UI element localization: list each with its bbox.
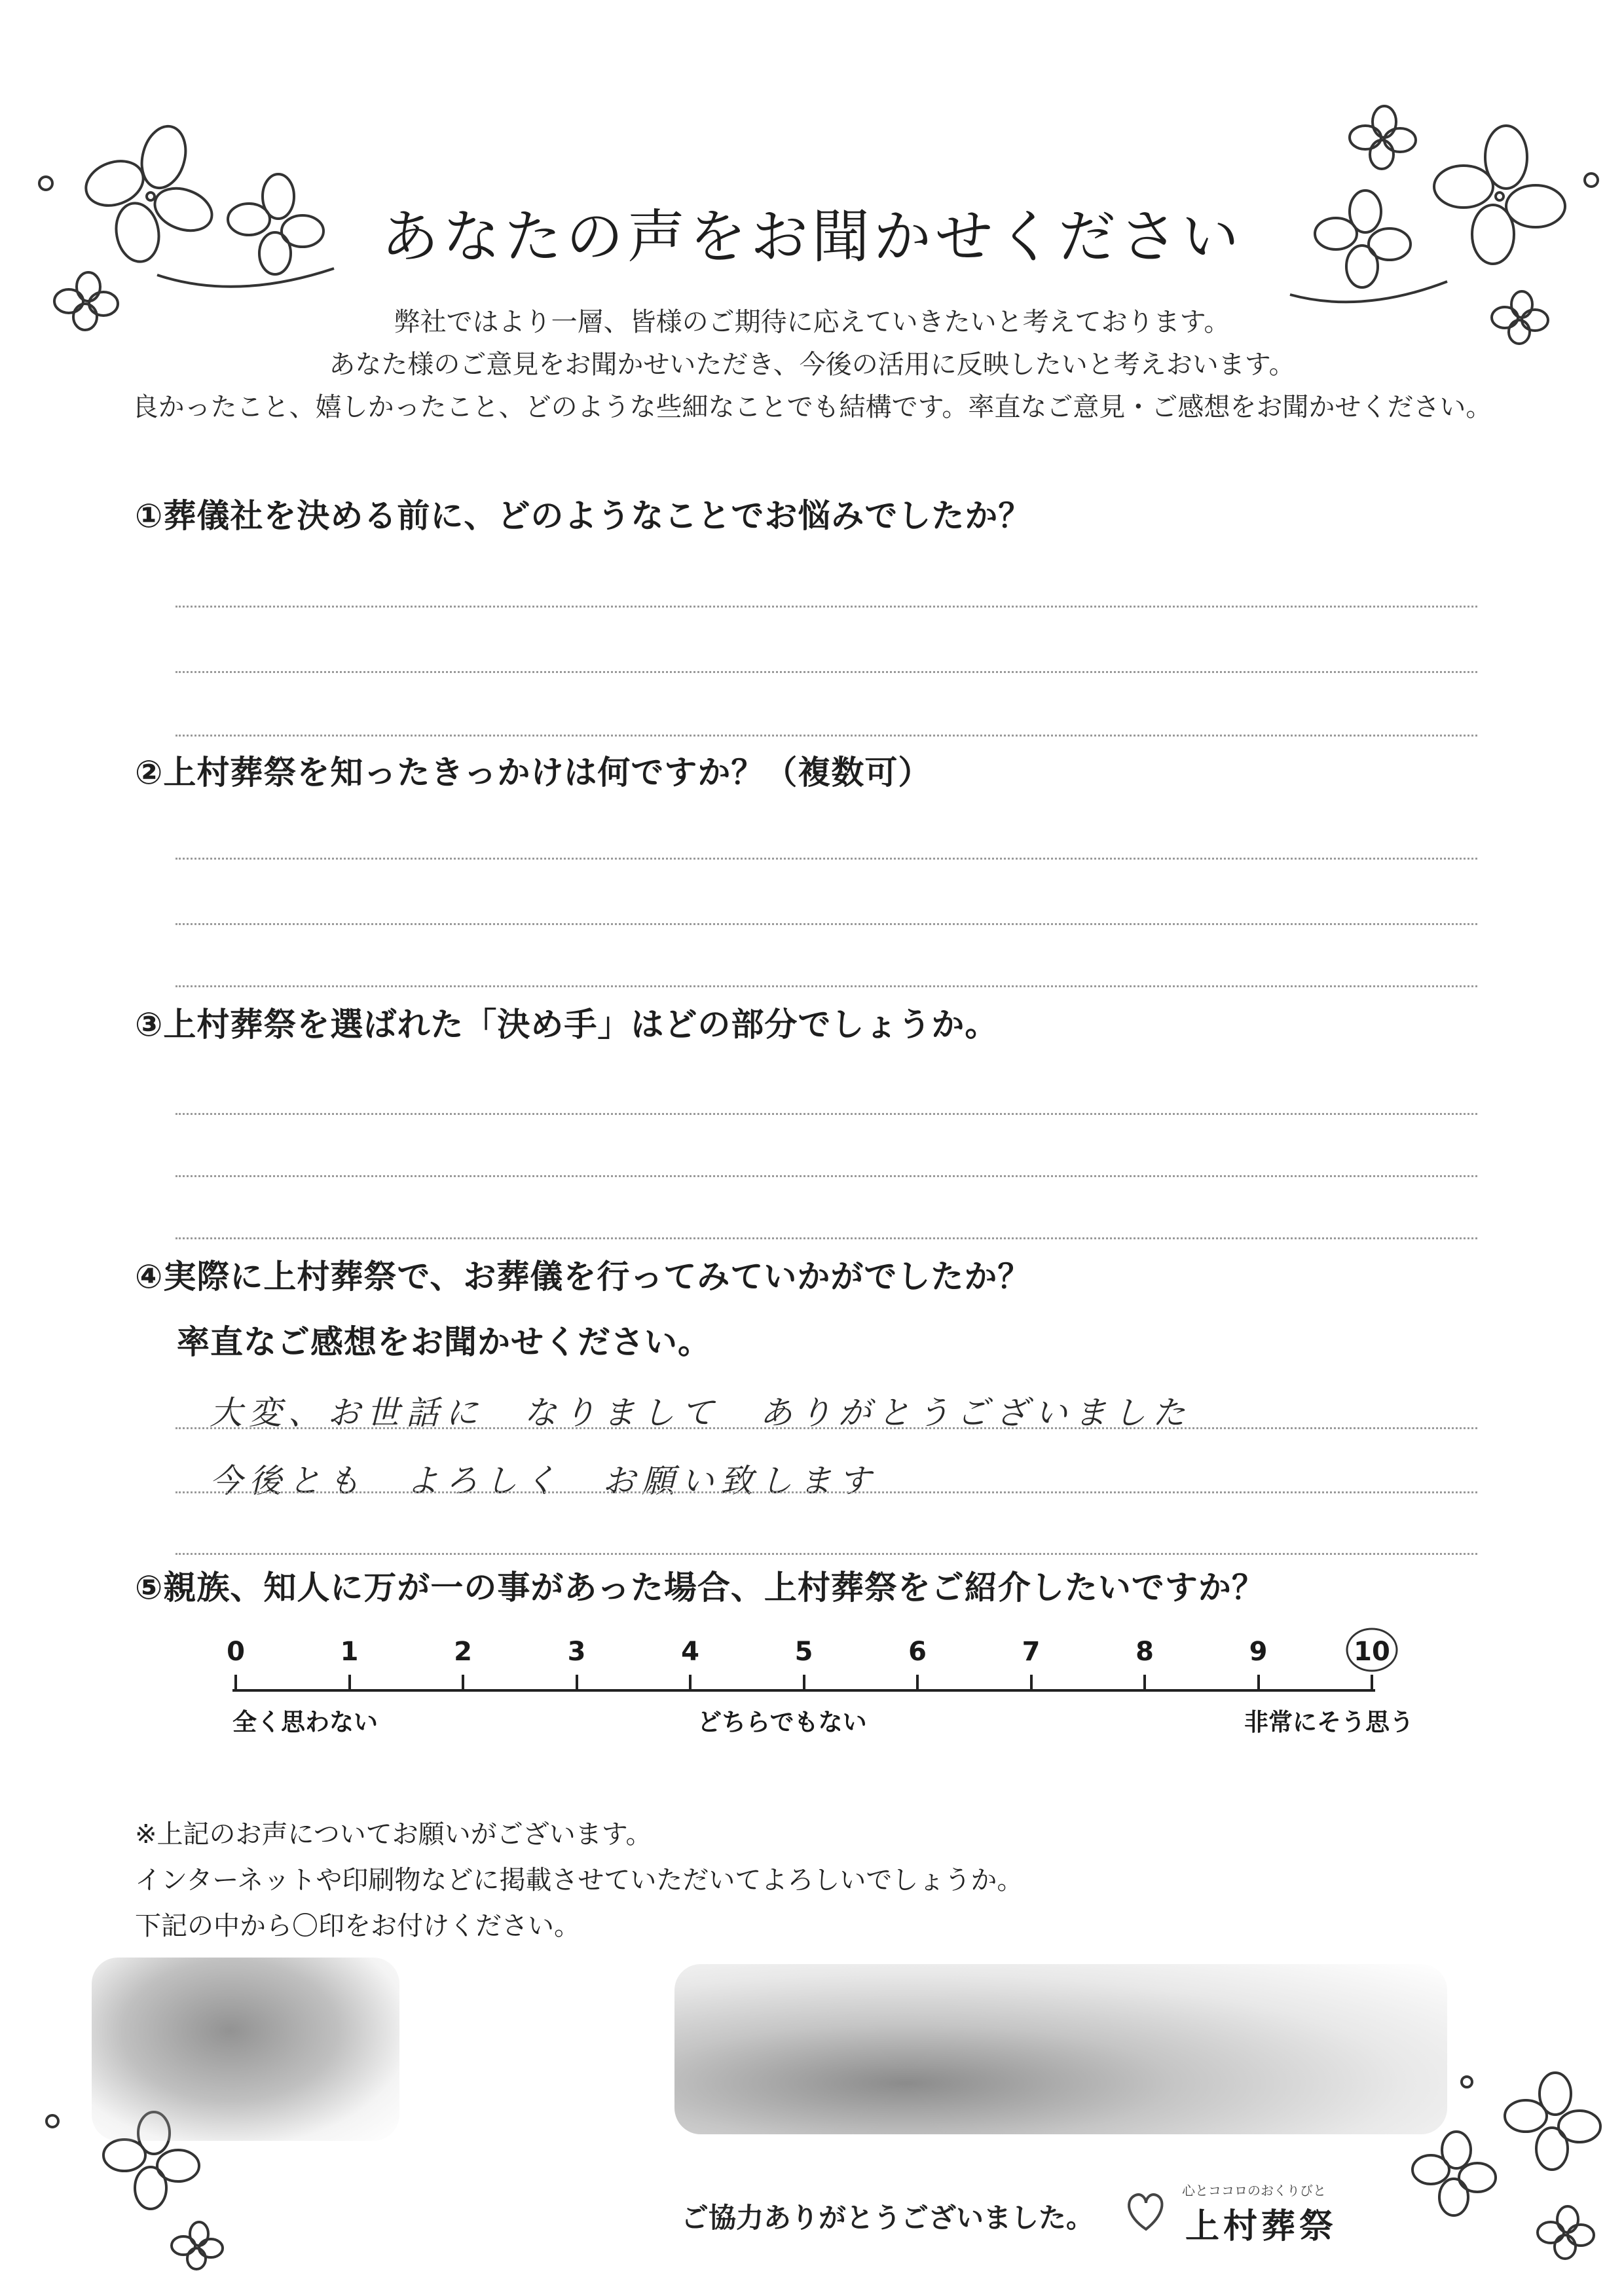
answer-line[interactable] xyxy=(175,1237,1477,1239)
scale-tick-label[interactable]: 10 xyxy=(1354,1637,1390,1667)
scale-tick-mark xyxy=(1257,1675,1260,1692)
scale-tick-label[interactable]: 9 xyxy=(1249,1637,1268,1667)
answer-line[interactable] xyxy=(175,985,1477,987)
scale-tick-label[interactable]: 3 xyxy=(567,1637,586,1667)
scale-tick-mark xyxy=(803,1675,805,1692)
scale-tick-label[interactable]: 6 xyxy=(908,1637,927,1667)
scale-tick-label[interactable]: 0 xyxy=(227,1637,245,1667)
scale-tick-label[interactable]: 1 xyxy=(340,1637,359,1667)
scale-tick-mark xyxy=(916,1675,919,1692)
question-4-subline: 率直なご感想をお聞かせください。 xyxy=(177,1323,711,1361)
intro-line-1: 弊社ではより一層、皆様のご期待に応えていきたいと考えております。 xyxy=(394,307,1230,337)
scale-label-left: 全く思わない xyxy=(232,1708,378,1736)
scale-tick-mark xyxy=(1371,1675,1373,1692)
intro-line-3: 良かったこと、嬉しかったこと、どのような些細なことでも結構です。率直なご意見・ご感想をお聞かせください。 xyxy=(132,392,1492,422)
redacted-area-left xyxy=(92,1958,399,2141)
note-line-2: インターネットや印刷物などに掲載させていただいてよろしいでしょうか。 xyxy=(135,1865,1024,1895)
scale-tick-mark xyxy=(576,1675,578,1692)
answer-line[interactable] xyxy=(175,671,1477,673)
scale-tick-label[interactable]: 7 xyxy=(1022,1637,1041,1667)
question-3: ③上村葬祭を選ばれた「決め手」はどの部分でしょうか。 xyxy=(135,1006,999,1044)
answer-line[interactable] xyxy=(175,1553,1477,1555)
answer-line[interactable] xyxy=(175,923,1477,925)
question-5: ⑤親族、知人に万が一の事があった場合、上村葬祭をご紹介したいですか？ xyxy=(135,1569,1265,1607)
scale-label-right: 非常にそう思う xyxy=(1244,1708,1414,1736)
scale-tick-mark xyxy=(234,1675,237,1692)
note-line-3: 下記の中から〇印をお付けください。 xyxy=(135,1911,580,1941)
scale-tick-label[interactable]: 8 xyxy=(1135,1637,1154,1667)
scale-tick-mark xyxy=(689,1675,692,1692)
heart-logo-icon xyxy=(1120,2183,1172,2236)
answer-line[interactable] xyxy=(175,1175,1477,1177)
selected-rating-circle xyxy=(1342,1624,1401,1676)
scale-tick-mark xyxy=(348,1675,351,1692)
thanks-message: ご協力ありがとうございました。 xyxy=(681,2202,1094,2234)
answer-line[interactable] xyxy=(175,1113,1477,1115)
question-4: ④実際に上村葬祭で、お葬儀を行ってみていかがでしたか？ xyxy=(135,1258,1031,1296)
scale-tick-label[interactable]: 2 xyxy=(454,1637,472,1667)
scale-label-middle: どちらでもない xyxy=(697,1708,867,1736)
scale-tick-mark xyxy=(1030,1675,1033,1692)
handwritten-answer-line-1: 大変、お世話に なりまして ありがとうございました xyxy=(210,1394,1192,1432)
answer-line[interactable] xyxy=(175,606,1477,608)
answer-line[interactable] xyxy=(175,1427,1477,1429)
intro-line-2: あなた様のご意見をお聞かせいただき、今後の活用に反映したいと考えおいます。 xyxy=(329,350,1295,380)
question-1: ①葬儀社を決める前に、どのようなことでお悩みでしたか？ xyxy=(135,497,1032,535)
logo-tagline: 心とココロのおくりびと xyxy=(1182,2183,1326,2198)
scale-tick-mark xyxy=(462,1675,464,1692)
redacted-area-right xyxy=(674,1964,1447,2134)
answer-line[interactable] xyxy=(175,1491,1477,1493)
note-line-1: ※上記のお声についてお願いがございます。 xyxy=(135,1819,652,1850)
page-title: あなたの声をお聞かせください xyxy=(380,203,1243,270)
scale-tick-mark xyxy=(1143,1675,1146,1692)
scale-tick-label[interactable]: 4 xyxy=(681,1637,699,1667)
logo-name: 上村葬祭 xyxy=(1185,2207,1338,2246)
question-2: ②上村葬祭を知ったきっかけは何ですか？（複数可） xyxy=(135,754,932,792)
handwritten-answer-line-2: 今後とも よろしく お願い致します xyxy=(210,1462,877,1500)
scale-tick-label[interactable]: 5 xyxy=(794,1637,813,1667)
answer-line[interactable] xyxy=(175,735,1477,737)
answer-line[interactable] xyxy=(175,858,1477,860)
